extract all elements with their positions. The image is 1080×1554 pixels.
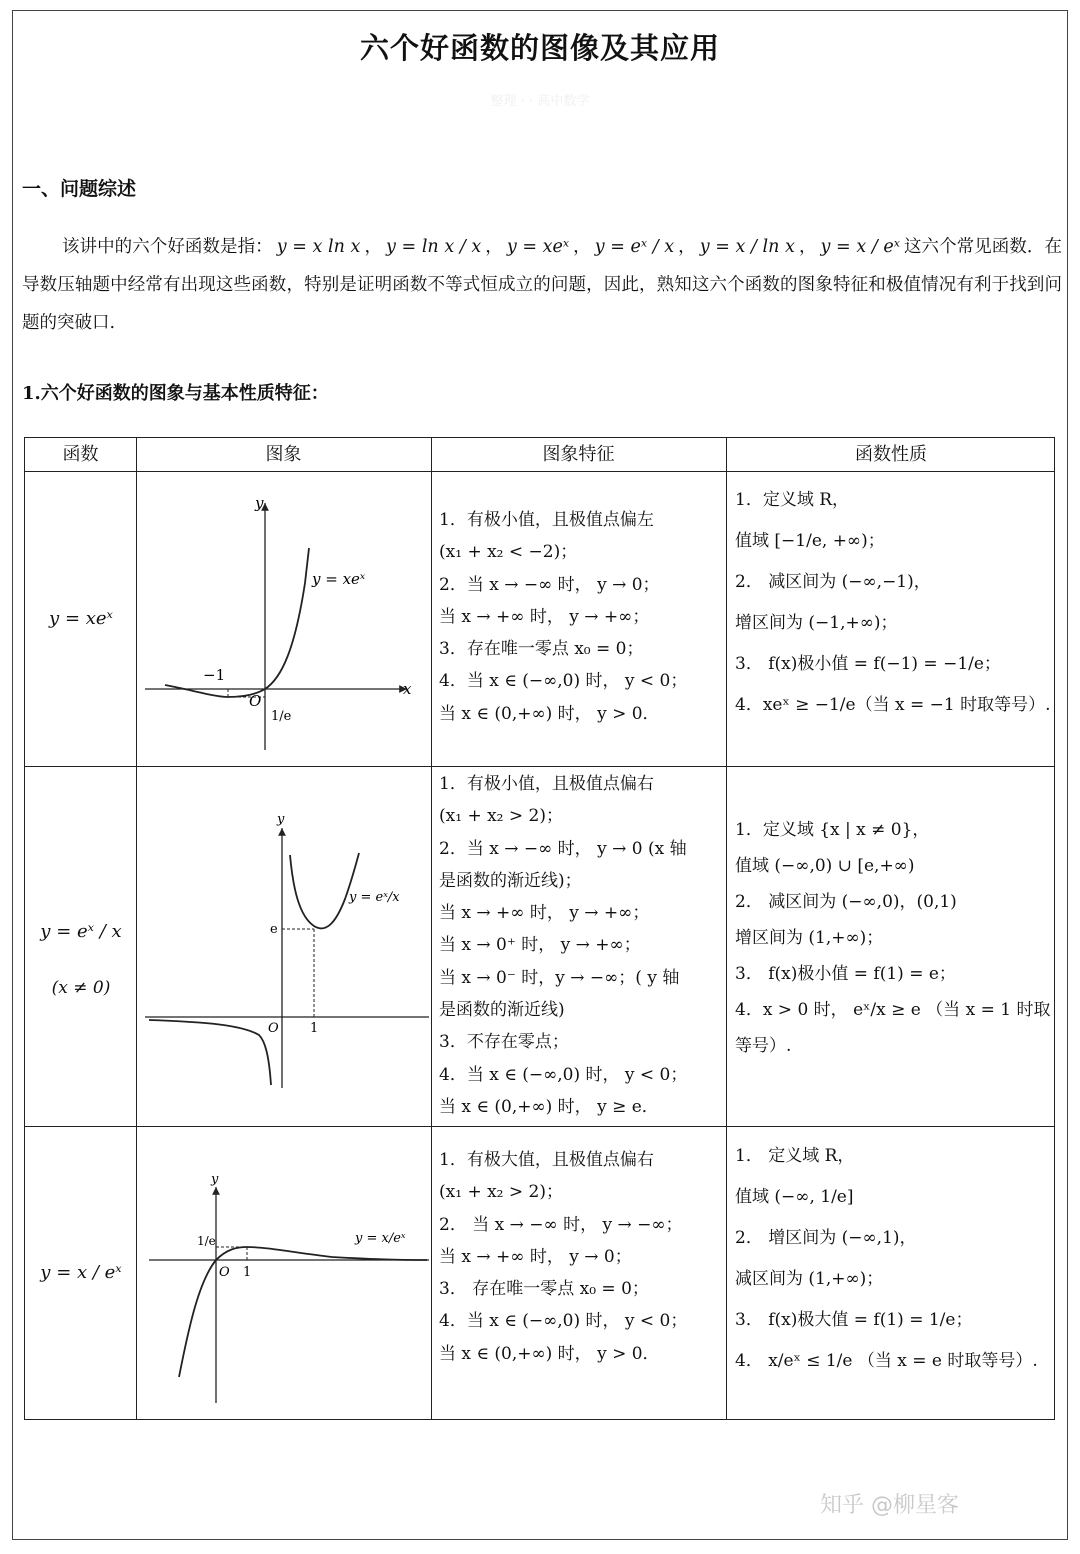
row1-y-label: y [255, 494, 264, 512]
row2-feature: 3．不存在零点； [439, 1032, 569, 1053]
row1-tick-y: 1/e [271, 709, 292, 724]
row3-feature: 4．当 x ∈ (−∞,0) 时， y < 0； [439, 1311, 688, 1332]
row1-function [25, 608, 137, 629]
row1-property: 1．定义域 R， [735, 490, 850, 510]
row2-property: 2． 减区间为 (−∞,0)，(0,1) [735, 892, 957, 912]
row1-feature: (x₁ + x₂ < −2)； [439, 542, 578, 563]
row2-left-branch [149, 1020, 271, 1085]
formula-1: y = x ln x [276, 237, 361, 257]
row2-tick-y: e [270, 922, 278, 937]
function-table [24, 437, 1055, 1420]
row2-feature: 当 x ∈ (0,+∞) 时， y ≥ e． [439, 1096, 659, 1117]
row1-feature: 2．当 x → −∞ 时， y → 0； [439, 574, 660, 595]
header-features: 图象特征 [542, 444, 615, 465]
row1-feature: 当 x → +∞ 时， y → +∞； [439, 606, 650, 627]
row1-property: 3． f(x)极小值 = f(−1) = −1/e； [735, 654, 1001, 674]
formula-5: y = x / ln x [699, 237, 795, 257]
row2-feature: (x₁ + x₂ > 2)； [439, 806, 563, 827]
intro-rest: 这六个常见函数．在导数压轴题中经常有出现这些函数，特别是证明函数不等式恒成立的问题，因此，熟知这六个函数的图象特征和极值情况有利于找到问题的突破口. [22, 237, 1062, 333]
row3-feature: 当 x ∈ (0,+∞) 时， y > 0． [439, 1343, 660, 1364]
row3-tick-y: 1/e [197, 1234, 216, 1248]
row3-property: 值域 (−∞, 1/e] [735, 1187, 854, 1207]
row1-function-formula: y = xeˣ [49, 608, 113, 629]
row3-feature: 1．有极大值，且极值点偏右 [439, 1150, 654, 1170]
row2-property: 4．x > 0 时， eˣ/x ≥ e （当 x = 1 时取 [735, 1000, 1051, 1020]
intro-paragraph: 该讲中的六个好函数是指： y = x ln x ， y = ln x / x ， y = xeˣ ， y = eˣ / x ， y = x / ln x ， y = x / eˣ 这六个常见函数．在导数压轴题中经常有出现这些函数，特别是证明函数不等式恒成立的问题，因此，熟知这六个函数的图象特征和极值情况有利于找到问题的突破口. [22, 237, 1062, 333]
row1-origin-label: O [249, 692, 262, 710]
section-heading: 一、问题综述 [22, 178, 137, 200]
row2-function-domain: (x ≠ 0) [51, 978, 111, 998]
row3-curve-label: y = x/eˣ [355, 1231, 406, 1246]
row2-property: 值域 (−∞,0) ∪ [e,+∞) [735, 856, 915, 876]
row2-feature: 是函数的渐近线) [439, 1000, 565, 1021]
row3-property: 2． 增区间为 (−∞,1)， [735, 1228, 917, 1248]
row3-property: 3． f(x)极大值 = f(1) = 1/e； [735, 1310, 973, 1330]
formula-2: y = ln x / x [386, 237, 482, 257]
row-divider-1 [25, 766, 1054, 767]
row1-feature: 3．存在唯一零点 x₀ = 0； [439, 639, 644, 660]
row2-properties [735, 812, 1053, 1064]
row3-properties [735, 1136, 1053, 1382]
watermark: 知乎 @柳星客 [820, 1493, 959, 1518]
row1-property: 4．xeˣ ≥ −1/e（当 x = −1 时取等号）. [735, 695, 1051, 715]
row2-y-label: y [277, 812, 285, 827]
sub-heading: 1.六个好函数的图象与基本性质特征： [22, 383, 329, 404]
row1-curve-label: y = xeˣ [312, 570, 366, 588]
row2-feature: 当 x → +∞ 时， y → +∞； [439, 903, 650, 924]
row1-graph [137, 478, 432, 763]
row2-property: 等号）. [735, 1036, 792, 1056]
header-properties: 函数性质 [855, 444, 927, 465]
row2-property: 3． f(x)极小值 = f(1) = e； [735, 964, 956, 984]
row3-y-label: y [211, 1172, 219, 1187]
row3-property: 4． x/eˣ ≤ 1/e （当 x = e 时取等号）. [735, 1351, 1038, 1371]
row1-property: 2． 减区间为 (−∞,−1)， [735, 572, 931, 592]
row2-origin-label: O [268, 1021, 279, 1036]
row1-feature: 当 x ∈ (0,+∞) 时， y > 0． [439, 703, 660, 724]
row2-tick-x: 1 [310, 1021, 319, 1036]
header-graph: 图象 [265, 444, 302, 465]
row3-origin-label: O [219, 1265, 230, 1280]
row3-tick-x: 1 [243, 1265, 252, 1280]
row2-feature: 是函数的渐近线)； [439, 870, 582, 891]
row3-graph [137, 1131, 432, 1419]
row3-feature: 3． 存在唯一零点 x₀ = 0； [439, 1279, 649, 1300]
row1-features [439, 504, 729, 730]
row3-property: 减区间为 (1,+∞)； [735, 1269, 884, 1289]
row3-function [25, 1262, 137, 1283]
row3-property: 1． 定义域 R， [735, 1146, 855, 1166]
row3-features [439, 1144, 729, 1370]
row2-function [25, 904, 137, 1016]
row3-function-formula: y = x / eˣ [40, 1262, 122, 1283]
row2-feature: 当 x → 0⁻ 时，y → −∞；( y 轴 [439, 967, 680, 988]
row2-features [439, 768, 729, 1123]
row2-function-formula: y = eˣ / x [40, 921, 122, 942]
row3-feature: 2． 当 x → −∞ 时， y → −∞； [439, 1214, 683, 1235]
row2-feature: 1．有极小值，且极值点偏右 [439, 774, 654, 794]
row1-curve [165, 548, 309, 697]
formula-3: y = xeˣ [506, 237, 570, 257]
row2-property: 增区间为 (1,+∞)； [735, 928, 884, 948]
row2-property: 1．定义域 {x | x ≠ 0}， [735, 820, 930, 840]
row3-feature: (x₁ + x₂ > 2)； [439, 1182, 563, 1203]
row1-property: 增区间为 (−1,+∞)； [735, 613, 898, 633]
row1-x-label: x [403, 680, 412, 698]
row2-feature: 4．当 x ∈ (−∞,0) 时， y < 0； [439, 1064, 688, 1085]
row1-property: 值域 [−1/e, +∞)； [735, 531, 885, 551]
row2-feature: 当 x → 0⁺ 时， y → +∞； [439, 935, 641, 956]
formula-6: y = x / eˣ [820, 237, 900, 257]
header-function: 函数 [62, 444, 99, 465]
row2-feature: 2．当 x → −∞ 时， y → 0 (x 轴 [439, 838, 687, 859]
row2-graph [137, 773, 432, 1123]
row2-curve-label: y = eˣ/x [349, 890, 400, 905]
row1-properties [735, 480, 1053, 726]
page-title: 六个好函数的图像及其应用 [359, 31, 720, 65]
row1-feature: 4．当 x ∈ (−∞,0) 时， y < 0； [439, 671, 688, 692]
row1-tick-x: −1 [203, 666, 226, 684]
page-subtitle: 整理 · · 高中数学 [490, 94, 590, 109]
row-divider-2 [25, 1126, 1054, 1127]
row1-feature: 1．有极小值，且极值点偏左 [439, 510, 654, 530]
formula-4: y = eˣ / x [594, 237, 675, 257]
intro-lead: 该讲中的六个好函数是指： [62, 237, 273, 257]
row3-feature: 当 x → +∞ 时， y → 0； [439, 1246, 632, 1267]
